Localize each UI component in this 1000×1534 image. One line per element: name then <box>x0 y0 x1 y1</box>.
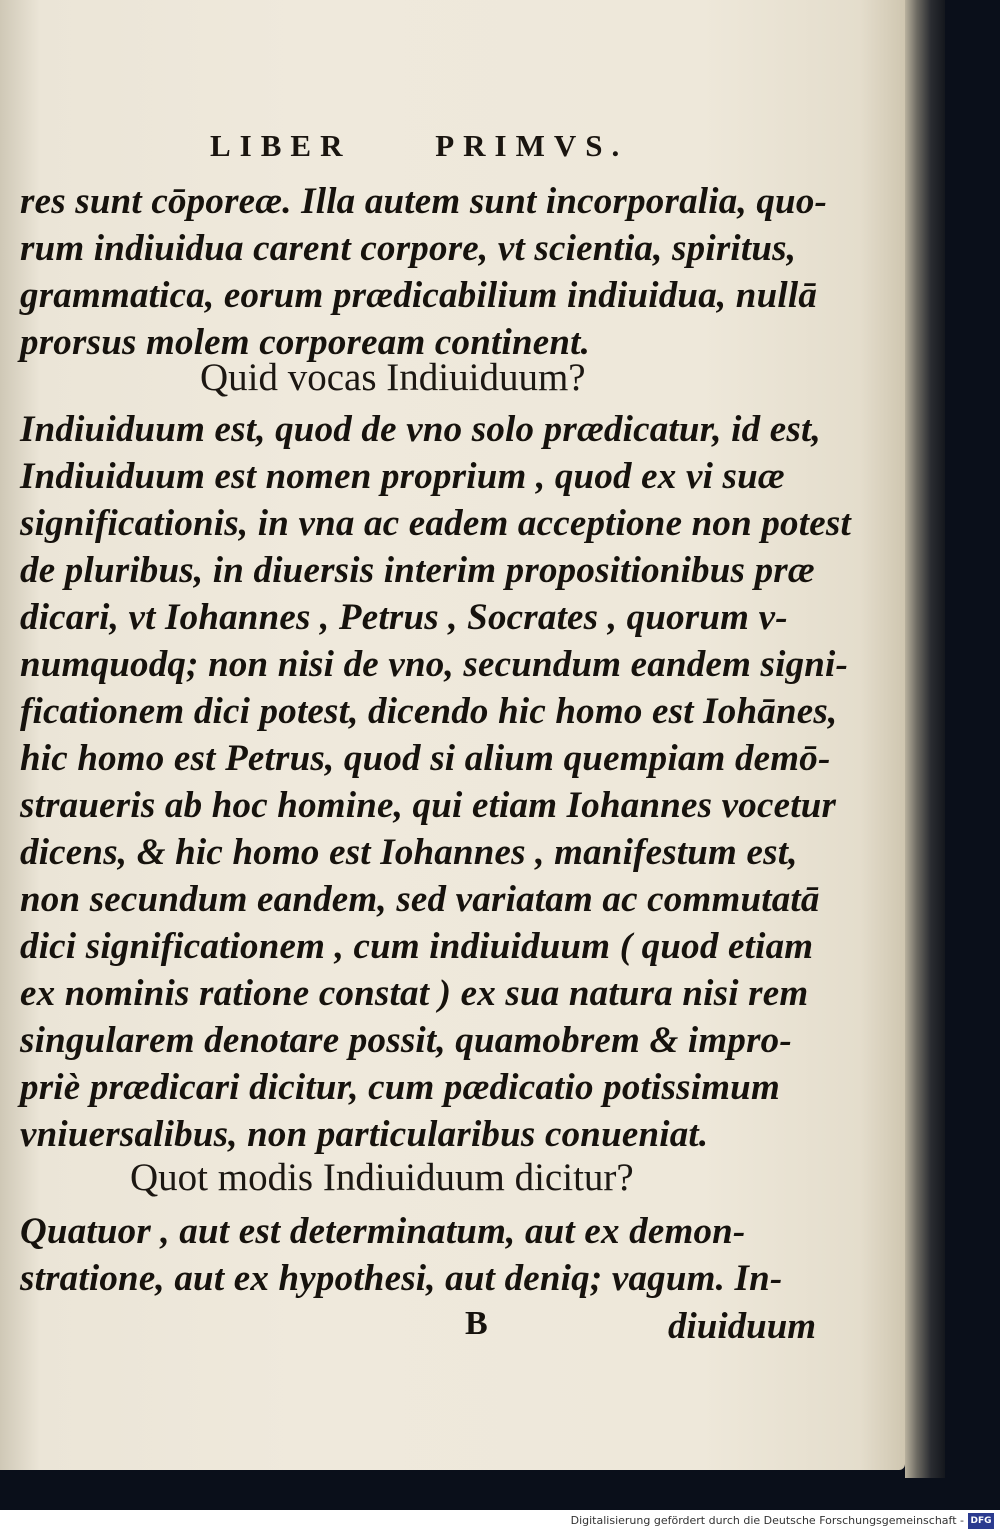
text-line: straueris ab hoc homine, qui etiam Iohannes vocetur <box>20 785 837 826</box>
footer-bar <box>0 1510 1000 1534</box>
text-line: rum indiuidua carent corpore, vt scientia, spiritus, <box>20 228 797 269</box>
text-line: dici significationem , cum indiuiduum ( quod etiam <box>20 926 814 967</box>
text-line: grammatica, eorum prædicabilium indiuidua, nullā <box>20 275 818 316</box>
text-line: res sunt cōporeæ. Illa autem sunt incorporalia, quo- <box>20 181 828 222</box>
catchword: diuiduum <box>668 1306 817 1347</box>
text-line: numquodq; non nisi de vno, secundum eandem signi- <box>20 644 849 685</box>
funding-notice: Digitalisierung gefördert durch die Deutsche Forschungsgemeinschaft - <box>570 1514 964 1527</box>
text-line: dicens, & hic homo est Iohannes , manifestum est, <box>20 832 798 873</box>
text-line: Quatuor , aut est determinatum, aut ex demon- <box>20 1211 746 1252</box>
text-line: dicari, vt Iohannes , Petrus , Socrates , quorum v- <box>20 597 788 638</box>
text-line: prorsus molem corpoream continent. <box>20 322 591 363</box>
section-heading: Quid vocas Indiuiduum? <box>200 356 586 399</box>
text-line: ex nominis ratione constat ) ex sua natura nisi rem <box>20 973 809 1014</box>
text-line: Indiuiduum est nomen proprium , quod ex vi suæ <box>20 456 785 497</box>
running-head: LIBER PRIMVS. <box>210 128 629 163</box>
signature-mark: B <box>465 1305 488 1342</box>
section-heading: Quot modis Indiuiduum dicitur? <box>130 1156 634 1199</box>
text-line: non secundum eandem, sed variatam ac commutatā <box>20 879 820 920</box>
text-line: singularem denotare possit, quamobrem & impro- <box>20 1020 792 1061</box>
text-line: hic homo est Petrus, quod si alium quempiam demō- <box>20 738 831 779</box>
text-line: ficationem dici potest, dicendo hic homo est Iohānes, <box>20 691 838 732</box>
text-line: stratione, aut ex hypothesi, aut deniq; vagum. In- <box>20 1258 783 1299</box>
text-line: Indiuiduum est, quod de vno solo prædicatur, id est, <box>20 409 821 450</box>
page-edge <box>905 0 945 1478</box>
text-line: vniuersalibus, non particularibus conueniat. <box>20 1114 709 1155</box>
text-line: priè prædicari dicitur, cum pædicatio potissimum <box>20 1067 780 1108</box>
text-line: significationis, in vna ac eadem acceptione non potest <box>20 503 851 544</box>
text-line: de pluribus, in diuersis interim propositionibus præ <box>20 550 815 591</box>
dfg-logo-icon: DFG <box>968 1513 994 1529</box>
